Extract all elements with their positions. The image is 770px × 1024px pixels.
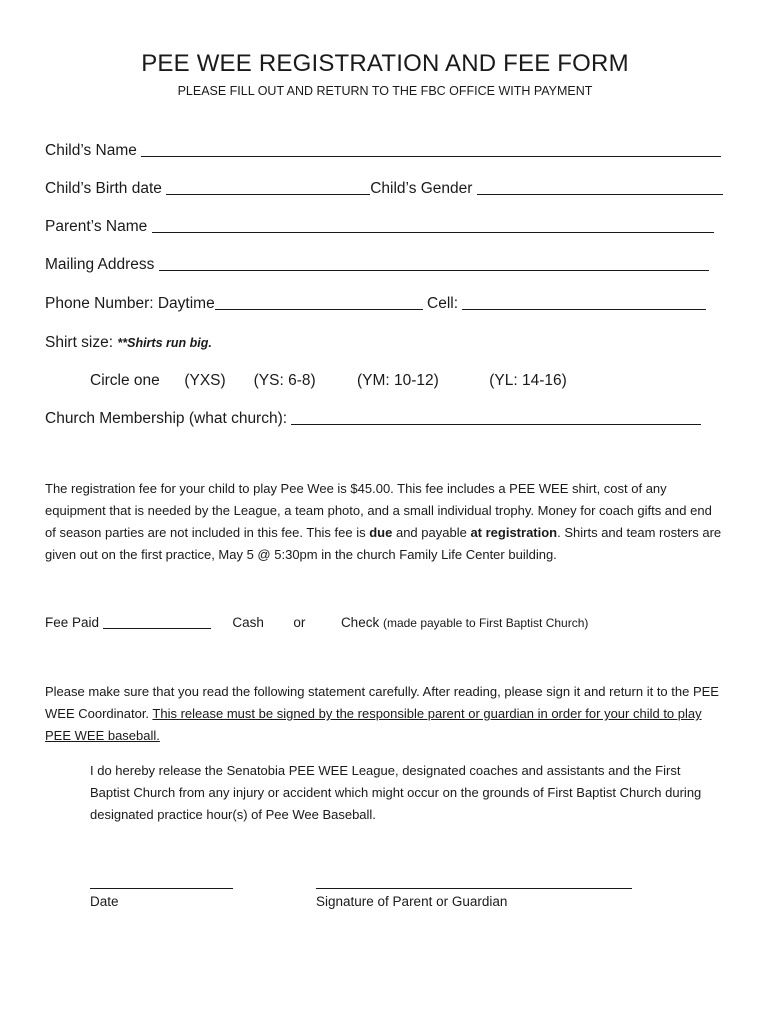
fee-paragraph <box>45 478 725 566</box>
signature-label: Signature of Parent or Guardian <box>316 894 508 909</box>
cash-option[interactable]: Cash <box>232 615 264 630</box>
form-title: PEE WEE REGISTRATION AND FEE FORM <box>141 50 629 77</box>
size-option-ys[interactable]: (YS: 6-8) <box>253 372 316 389</box>
church-membership-row <box>45 408 701 430</box>
mailing-address-row <box>45 254 709 276</box>
phone-daytime-field[interactable] <box>215 293 423 310</box>
child-name-row <box>45 140 721 162</box>
parent-name-label: Parent’s Name <box>45 218 148 235</box>
fee-paid-label: Fee Paid <box>45 615 100 630</box>
child-birth-date-field[interactable] <box>166 178 370 195</box>
fee-paid-field[interactable] <box>103 615 211 629</box>
shirt-size-note: **Shirts run big. <box>117 336 212 350</box>
fee-text-2: and payable <box>392 525 471 540</box>
child-birth-date-label: Child’s Birth date <box>45 180 162 197</box>
fee-paid-row <box>45 612 588 634</box>
shirt-size-row <box>45 332 212 354</box>
date-signature-line[interactable] <box>90 888 233 889</box>
child-gender-label: Child’s Gender <box>370 180 473 197</box>
parent-name-row <box>45 216 714 238</box>
size-option-yxs[interactable]: (YXS) <box>184 372 226 389</box>
birth-gender-row <box>45 178 723 200</box>
or-text: or <box>293 615 306 630</box>
church-membership-field[interactable] <box>291 408 701 425</box>
mailing-address-label: Mailing Address <box>45 256 155 273</box>
form-subtitle: PLEASE FILL OUT AND RETURN TO THE FBC OFFICE WITH PAYMENT <box>177 84 593 98</box>
check-option[interactable]: Check <box>340 615 380 630</box>
fee-text-3: . Shirts and team rosters are given out on the first practice, May 5 @ 5:30pm in the church Family Life Center building. <box>45 525 722 562</box>
circle-one-label: Circle one <box>90 372 160 389</box>
child-name-field[interactable] <box>141 140 721 157</box>
parent-name-field[interactable] <box>152 216 714 233</box>
phone-row <box>45 293 706 315</box>
phone-cell-label: Cell: <box>427 295 459 312</box>
size-options-row <box>90 370 567 392</box>
size-option-ym[interactable]: (YM: 10-12) <box>356 372 439 389</box>
phone-cell-field[interactable] <box>462 293 706 310</box>
release-intro <box>45 681 725 747</box>
fee-text-at-registration: at registration <box>470 525 558 540</box>
church-membership-label: Church Membership (what church): <box>45 410 288 427</box>
child-name-label: Child’s Name <box>45 142 137 159</box>
phone-daytime-label: Phone Number: Daytime <box>45 295 215 312</box>
shirt-size-label: Shirt size: <box>45 334 114 351</box>
guardian-signature-line[interactable] <box>316 888 632 889</box>
mailing-address-field[interactable] <box>159 254 709 271</box>
check-note: (made payable to First Baptist Church) <box>382 616 589 630</box>
release-intro-text: Please make sure that you read the following statement carefully. After reading, please sign it and return it to the PEE WEE Coordinator. <box>45 684 719 721</box>
release-statement: I do hereby release the Senatobia PEE WEE League, designated coaches and assistants and the First Baptist Church from any injury or accident which might occur on the grounds of First Baptist Church during designated practice hour(s) of Pee Wee Baseball. <box>90 763 702 822</box>
fee-text-due: due <box>369 525 393 540</box>
child-gender-field[interactable] <box>477 178 723 195</box>
date-label: Date <box>90 894 119 909</box>
fee-text-1: The registration fee for your child to play Pee Wee is $45.00. This fee includes a PEE WEE shirt, cost of any equipment that is needed by the League, a team photo, and a small individual trophy. Money for coach gifts and end of season parties are not included in this fee. This fee is <box>45 481 712 540</box>
release-intro-underlined: This release must be signed by the responsible parent or guardian in order for your child to play PEE WEE baseball. <box>45 706 702 743</box>
size-option-yl[interactable]: (YL: 14-16) <box>489 372 567 389</box>
